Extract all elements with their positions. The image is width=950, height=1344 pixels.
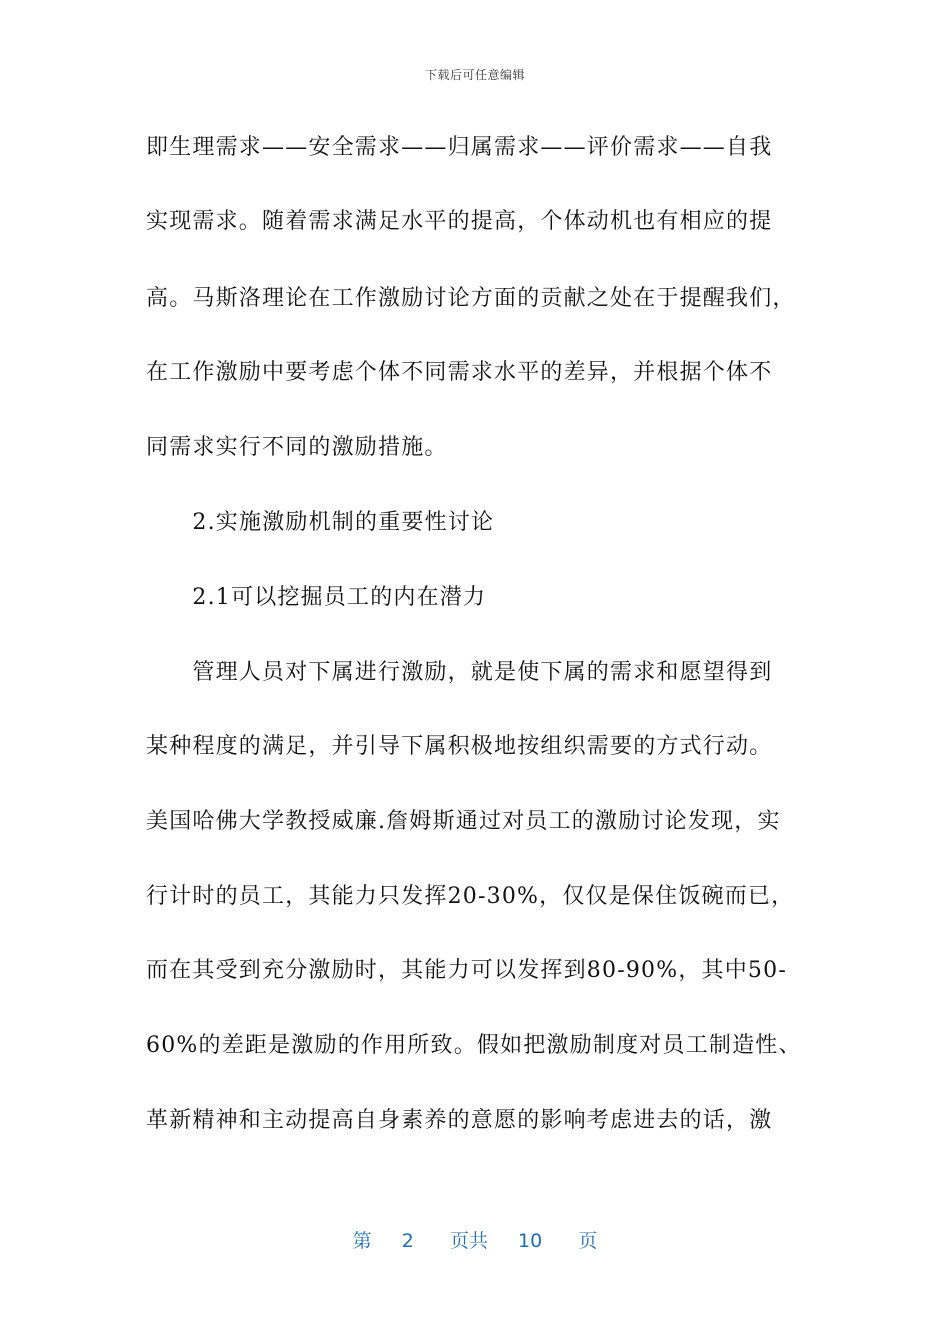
text-line: 美国哈佛大学教授威廉.詹姆斯通过对员工的激励讨论发现，实 <box>146 809 781 834</box>
text-line: 行计时的员工，其能力只发挥20-30%，仅仅是保住饭碗而已， <box>146 884 795 909</box>
subsection-heading: 2.1可以挖掘员工的内在潜力 <box>146 585 487 610</box>
text-line: 管理人员对下属进行激励，就是使下属的需求和愿望得到 <box>146 660 773 685</box>
text-line: 即生理需求——安全需求——归属需求——评价需求——自我 <box>146 135 773 160</box>
total-page-count: 10 <box>518 1230 543 1252</box>
page-prefix: 第 <box>352 1230 372 1252</box>
page-header-note: 下载后可任意编辑 <box>424 68 525 82</box>
current-page-number: 2 <box>401 1230 414 1252</box>
text-line: 实现需求。随着需求满足水平的提高，个体动机也有相应的提 <box>146 209 773 234</box>
text-line: 某种程度的满足，并引导下属积极地按组织需要的方式行动。 <box>146 734 773 759</box>
page-number-footer <box>0 1226 950 1253</box>
section-heading: 2.实施激励机制的重要性讨论 <box>146 510 495 535</box>
text-line: 60%的差距是激励的作用所致。假如把激励制度对员工制造性、 <box>146 1033 802 1058</box>
text-line: 而在其受到充分激励时，其能力可以发挥到80-90%，其中50- <box>146 958 787 983</box>
text-line: 同需求实行不同的激励措施。 <box>146 435 448 460</box>
page-suffix: 页 <box>578 1230 598 1252</box>
text-line: 革新精神和主动提高自身素养的意愿的影响考虑进去的话，激 <box>146 1108 773 1133</box>
text-line: 高。马斯洛理论在工作激励讨论方面的贡献之处在于提醒我们， <box>146 286 796 311</box>
text-line: 在工作激励中要考虑个体不同需求水平的差异，并根据个体不 <box>146 360 773 385</box>
page-middle-label: 页共 <box>449 1230 488 1252</box>
